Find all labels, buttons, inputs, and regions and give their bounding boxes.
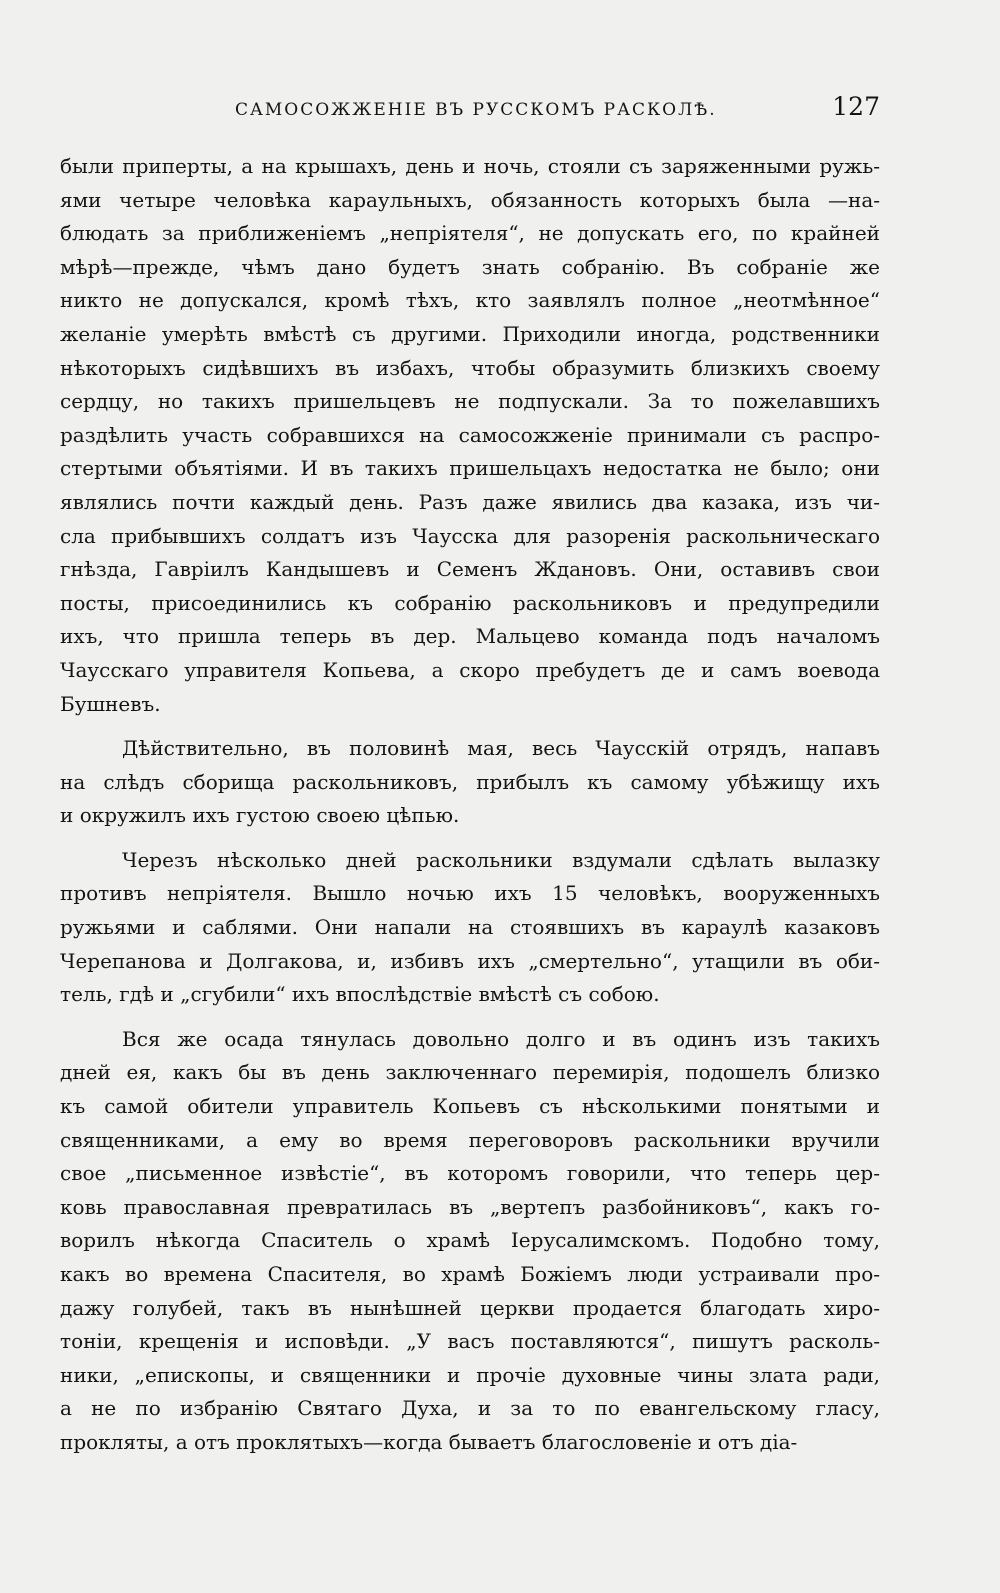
text-line: свое „письменное извѣстіе“, въ которомъ говорили, что теперь цер- bbox=[60, 1161, 880, 1186]
text-line: являлись почти каждый день. Разъ даже явились два казака, изъ чи- bbox=[60, 489, 880, 514]
text-line: были приперты, а на крышахъ, день и ночь, стояли съ заряженными ружь- bbox=[60, 154, 880, 178]
page-number: 127 bbox=[832, 92, 880, 121]
text-line: ворилъ нѣкогда Спаситель о храмѣ Іерусалимскомъ. Подобно тому, bbox=[60, 1228, 880, 1253]
text-line: ями четыре человѣка караульныхъ, обязанность которыхъ была —на- bbox=[60, 187, 880, 212]
text-line: ружьями и саблями. Они напали на стоявшихъ въ караулѣ казаковъ bbox=[60, 915, 880, 940]
text-line: стертыми объятіями. И въ такихъ пришельцахъ недостатка не было; они bbox=[60, 456, 880, 481]
text-line: а не по избранію Святаго Духа, и за то по евангельскому гласу, bbox=[60, 1396, 880, 1421]
paragraph bbox=[60, 844, 880, 1012]
text-line: ники, „епископы, и священники и прочіе духовные чины злата ради, bbox=[60, 1362, 880, 1387]
text-line: ихъ, что пришла теперь въ дер. Мальцево команда подъ началомъ bbox=[60, 624, 880, 649]
text-line: Черепанова и Долгакова, и, избивъ ихъ „смертельно“, утащили въ оби- bbox=[60, 948, 880, 973]
text-line: къ самой обители управитель Копьевъ съ нѣсколькими понятыми и bbox=[60, 1094, 880, 1119]
text-line: раздѣлить участь собравшихся на самосожженіе принимали съ распро- bbox=[60, 422, 880, 447]
text-line: тоніи, крещенія и исповѣди. „У васъ поставляются“, пишутъ расколь- bbox=[60, 1329, 880, 1354]
text-line: Дѣйствительно, въ половинѣ мая, весь Чаусскій отрядъ, напавъ bbox=[122, 736, 880, 761]
text-line: священниками, а ему во время переговоровъ раскольники вручили bbox=[60, 1127, 880, 1152]
text-line: ковь православная превратилась въ „вертепъ разбойниковъ“, какъ го- bbox=[60, 1194, 880, 1219]
text-line: дней ея, какъ бы въ день заключеннаго перемирія, подошелъ близко bbox=[60, 1060, 880, 1085]
body-text bbox=[60, 150, 880, 1471]
running-head bbox=[60, 92, 880, 128]
text-line: тель, гдѣ и „сгубили“ ихъ впослѣдствіе вмѣстѣ съ собою. bbox=[60, 982, 660, 1007]
text-line: дажу голубей, такъ въ нынѣшней церкви продается благодать хиро- bbox=[60, 1295, 880, 1320]
text-line: на слѣдъ сборища раскольниковъ, прибылъ къ самому убѣжищу ихъ bbox=[60, 769, 880, 794]
text-line: какъ во времена Спасителя, во храмѣ Божіемъ люди устраивали про- bbox=[60, 1262, 880, 1286]
text-line: сла прибывшихъ солдатъ изъ Чаусска для разоренія раскольническаго bbox=[60, 523, 880, 548]
text-line: сердцу, но такихъ пришельцевъ не подпускали. За то пожелавшихъ bbox=[60, 389, 880, 414]
text-line: никто не допускался, кромѣ тѣхъ, кто заявлялъ полное „неотмѣнное“ bbox=[60, 288, 880, 313]
text-line: и окружилъ ихъ густою своею цѣпью. bbox=[60, 803, 460, 828]
text-line: Вся же осада тянулась довольно долго и въ одинъ изъ такихъ bbox=[122, 1026, 880, 1051]
text-line: блюдать за приближеніемъ „непріятеля“, не допускать его, по крайней bbox=[60, 221, 880, 246]
paragraph bbox=[60, 732, 880, 833]
running-title: САМОСОЖЖЕНІЕ ВЪ РУССКОМЪ РАСКОЛѢ. bbox=[235, 100, 717, 120]
text-line: посты, присоединились къ собранію раскольниковъ и предупредили bbox=[60, 590, 880, 615]
text-line: желаніе умерѣть вмѣстѣ съ другими. Приходили иногда, родственники bbox=[60, 321, 880, 346]
text-line: Чаусскаго управителя Копьева, а скоро пребудетъ де и самъ воевода bbox=[60, 657, 880, 682]
text-line: гнѣзда, Гавріилъ Кандышевъ и Семенъ Ждановъ. Они, оставивъ свои bbox=[60, 557, 880, 582]
text-line: нѣкоторыхъ сидѣвшихъ въ избахъ, чтобы образумить близкихъ своему bbox=[60, 355, 880, 380]
text-line: Черезъ нѣсколько дней раскольники вздумали сдѣлать вылазку bbox=[122, 847, 880, 872]
text-line: противъ непріятеля. Вышло ночью ихъ 15 человѣкъ, вооруженныхъ bbox=[60, 881, 880, 906]
text-line: Бушневъ. bbox=[60, 691, 161, 716]
text-line: прокляты, а отъ проклятыхъ—когда бываетъ благословеніе и отъ діа- bbox=[60, 1429, 798, 1454]
paragraph bbox=[60, 1023, 880, 1460]
text-line: мѣрѣ—прежде, чѣмъ дано будетъ знать собранію. Въ собраніе же bbox=[60, 254, 880, 279]
paragraph bbox=[60, 150, 880, 721]
